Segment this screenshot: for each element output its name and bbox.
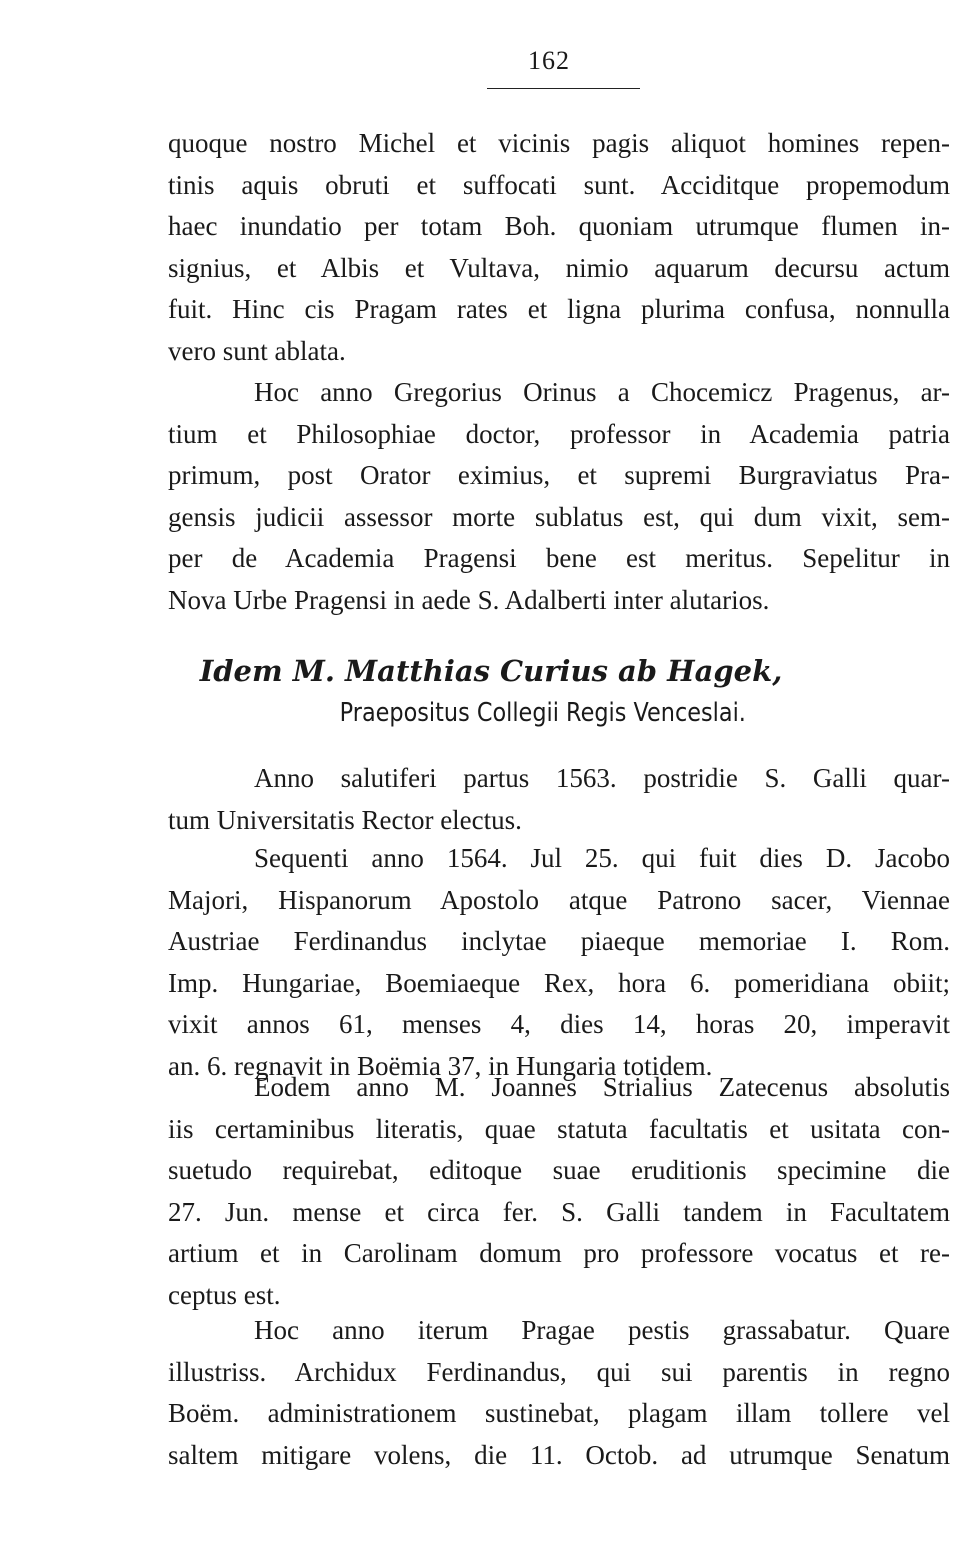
text-line: Eodem anno M. Joannes Strialius Zatecenus absolutis (254, 1072, 950, 1102)
text-line: vero sunt ablata. (168, 335, 346, 366)
text-line: Hoc anno iterum Pragae pestis grassabatur. Quare (254, 1315, 950, 1345)
text-line: signius, et Albis et Vultava, nimio aquarum decursu actum (168, 252, 950, 283)
text-line: primum, post Orator eximius, et supremi Burgraviatus Pra- (168, 460, 950, 490)
text-line: Majori, Hispanorum Apostolo atque Patrono sacer, Viennae (168, 884, 950, 915)
text-line: Anno salutiferi partus 1563. postridie S. Galli quar- (254, 763, 950, 793)
text-line: ceptus est. (168, 1279, 281, 1310)
text-line: illustriss. Archidux Ferdinandus, qui sui parentis in regno (168, 1356, 950, 1387)
page-number-rule (487, 88, 640, 89)
paragraph-6 (168, 1310, 950, 1476)
text-line: suetudo requirebat, editoque suae eruditionis specimine die (168, 1155, 950, 1185)
paragraph-4 (168, 838, 950, 1087)
text-line: saltem mitigare volens, die 11. Octob. ad utrumque Senatum (168, 1439, 950, 1470)
text-line: an. 6. regnavit in Boëmia 37, in Hungaria totidem. (168, 1050, 713, 1081)
text-line: Sequenti anno 1564. Jul 25. qui fuit dies D. Jacobo (254, 843, 950, 873)
paragraph-1 (168, 123, 950, 372)
text-line: vixit annos 61, menses 4, dies 14, horas 20, imperavit (168, 1009, 950, 1039)
text-line: iis certaminibus literatis, quae statuta facultatis et usitata con- (168, 1113, 950, 1144)
page-number: 162 (528, 46, 570, 75)
text-line: tum Universitatis Rector electus. (168, 804, 522, 835)
text-line: artium et in Carolinam domum pro professore vocatus et re- (168, 1238, 950, 1268)
text-line: Austriae Ferdinandus inclytae piaeque memoriae I. Rom. (168, 926, 950, 956)
text-line: Boëm. administrationem sustinebat, plagam illam tollere vel (168, 1398, 950, 1428)
text-line: Nova Urbe Pragensi in aede S. Adalberti inter alutarios. (168, 584, 770, 615)
text-line: gensis judicii assessor morte sublatus est, qui dum vixit, sem- (168, 501, 950, 532)
text-line: tium et Philosophiae doctor, professor in Academia patria (168, 418, 950, 449)
paragraph-3 (168, 758, 950, 841)
text-line: per de Academia Pragensi bene est meritus. Sepelitur in (168, 543, 950, 573)
text-line: 27. Jun. mense et circa fer. S. Galli tandem in Facultatem (168, 1196, 950, 1227)
text-line: fuit. Hinc cis Pragam rates et ligna plurima confusa, nonnulla (168, 294, 950, 324)
section-subheading: Praepositus Collegii Regis Venceslai. (339, 698, 746, 728)
text-line: quoque nostro Michel et vicinis pagis aliquot homines repen- (168, 128, 950, 158)
paragraph-2 (168, 372, 950, 621)
text-line: Hoc anno Gregorius Orinus a Chocemicz Pragenus, ar- (254, 377, 950, 407)
text-line: Imp. Hungariae, Boemiaeque Rex, hora 6. pomeridiana obiit; (168, 967, 950, 998)
text-line: haec inundatio per totam Boh. quoniam utrumque flumen in- (168, 211, 950, 241)
section-heading: Idem M. Matthias Curius ab Hagek, (199, 654, 783, 688)
text-line: tinis aquis obruti et suffocati sunt. Acciditque propemodum (168, 169, 950, 200)
paragraph-5 (168, 1067, 950, 1316)
